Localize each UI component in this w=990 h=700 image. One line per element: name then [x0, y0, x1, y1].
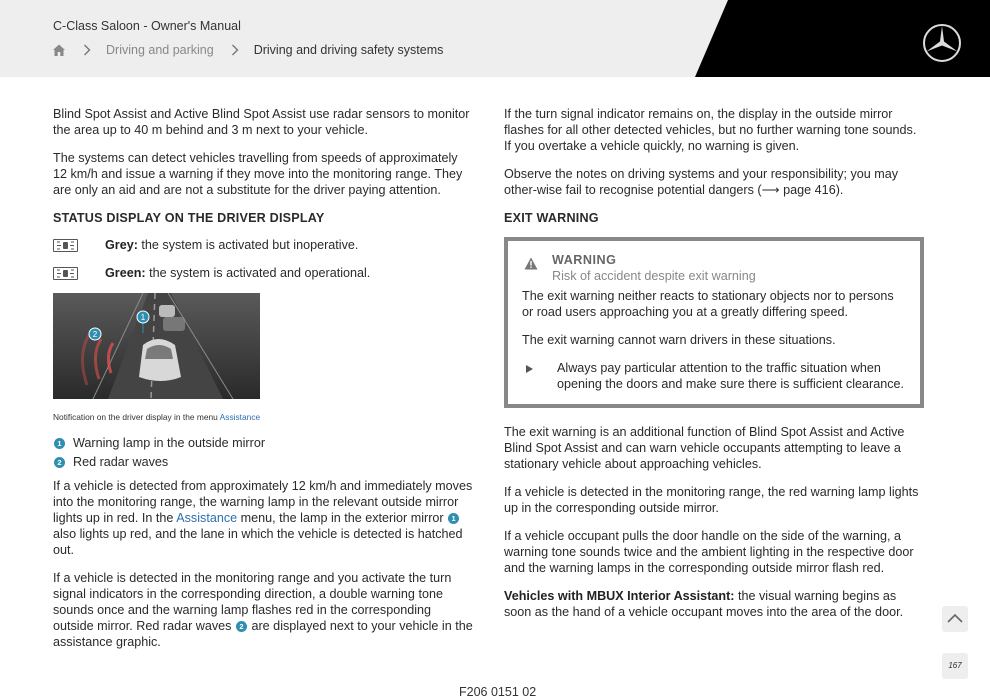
- status-green-text: [105, 265, 370, 281]
- turn-signal-paragraph: [53, 570, 473, 650]
- mbux-paragraph: [504, 588, 924, 620]
- assistance-link[interactable]: Assistance: [219, 412, 261, 422]
- legend-item: [53, 454, 473, 470]
- detected-vehicle-paragraph: If a vehicle is detected in the monitoring range, the red warning lamp lights up in the corresponding outside mirror.: [504, 485, 919, 515]
- status-grey-label: Grey:: [105, 238, 138, 252]
- text-segment: menu, the lamp in the exterior mirror: [237, 511, 448, 525]
- image-marker-2: 2: [92, 330, 98, 339]
- right-column: [504, 106, 924, 632]
- page-number-button[interactable]: [942, 653, 968, 679]
- warning-box: [504, 237, 924, 408]
- breadcrumb-driving-and-parking[interactable]: Driving and parking: [106, 43, 214, 57]
- status-green-label: Green:: [105, 266, 146, 280]
- number-2-icon: 2: [236, 621, 247, 632]
- text-segment: If a vehicle is detected in the monitoring range and you activate the turn signal indicators in the corresponding direction, a double warning tone sounds once and the warning lamp flashes red in the corresponding outside mirror. Red radar waves: [53, 571, 452, 633]
- warning-text-2: The exit warning cannot warn drivers in these situations.: [522, 333, 836, 347]
- blind-spot-assist-icon: [53, 267, 78, 280]
- chevron-right-icon: [231, 43, 241, 57]
- status-grey-description: the system is activated but inoperative.: [137, 238, 359, 252]
- observe-notes-paragraph: Observe the notes on driving systems and your responsibility; you may other-wise fail to recognise potential dangers (⟶ page 416).: [504, 167, 899, 197]
- chevron-up-icon: [947, 611, 963, 627]
- mbux-text: the visual warning begins as soon as the hand of a vehicle occupant moves into the area of the door.: [504, 589, 904, 619]
- text-segment: also lights up red, and the lane in which the vehicle is detected is hatched out.: [53, 527, 463, 557]
- status-green-description: the system is activated and operational.: [145, 266, 371, 280]
- number-1-icon: 1: [448, 513, 459, 524]
- detection-paragraph: The systems can detect vehicles travelling from speeds of approximately 12 km/h and issue a warning if they move into the monitoring range. They are only an aid and are not a substitute for the driver paying attention.: [53, 151, 463, 197]
- number-2-icon: 2: [54, 457, 65, 468]
- driver-display-illustration: [53, 293, 260, 399]
- blind-spot-assist-icon: [53, 239, 78, 252]
- warning-subtitle: Risk of accident despite exit warning: [552, 269, 756, 283]
- breadcrumb: [52, 42, 443, 58]
- warning-title-row: [522, 252, 906, 284]
- image-caption: [53, 409, 473, 425]
- warning-lamp-paragraph: [53, 478, 473, 558]
- legend-item: [53, 435, 473, 451]
- triangle-right-icon: [526, 362, 540, 392]
- warning-bullet-item: [522, 360, 906, 392]
- warning-title: WARNING: [552, 253, 617, 267]
- warning-triangle-icon: [524, 257, 538, 271]
- mbux-label: Vehicles with MBUX Interior Assistant:: [504, 589, 735, 603]
- manual-title: C-Class Saloon - Owner's Manual: [53, 19, 241, 33]
- exit-warning-heading: EXIT WARNING: [504, 211, 599, 225]
- chevron-right-icon: [83, 43, 93, 57]
- image-marker-1: 1: [140, 313, 146, 322]
- status-green-row: [53, 265, 473, 281]
- scroll-to-top-button[interactable]: [942, 606, 968, 632]
- footer-code: F206 0151 02: [459, 685, 537, 699]
- caption-text: Notification on the driver display in the menu: [53, 412, 220, 422]
- left-column: [53, 106, 473, 662]
- warning-text-1: The exit warning neither reacts to stationary objects nor to persons or road users approaching you at a greatly differing speed.: [522, 289, 894, 319]
- legend-text: Warning lamp in the outside mirror: [73, 436, 266, 450]
- assistance-link[interactable]: Assistance: [176, 511, 238, 525]
- header-black-band: [0, 0, 990, 77]
- page-number-label: 167: [948, 661, 962, 670]
- exit-warning-description: The exit warning is an additional function of Blind Spot Assist and Active Blind Spot Assist and can warn vehicle occupants attempting to leave a stationary vehicle about approaching vehicles.: [504, 425, 905, 471]
- status-grey-row: [53, 237, 473, 253]
- page-header: [0, 0, 990, 77]
- text-segment: are displayed next to your vehicle in the assistance graphic.: [53, 619, 473, 649]
- warning-title-block: [552, 252, 756, 284]
- intro-paragraph: Blind Spot Assist and Active Blind Spot Assist use radar sensors to monitor the area up to 40 m behind and 3 m next to your vehicle.: [53, 107, 470, 137]
- door-handle-paragraph: If a vehicle occupant pulls the door handle on the side of the warning, a warning tone sounds twice and the ambient lighting in the respective door and the warning lamps in the corresponding outside mirror flash red.: [504, 529, 914, 575]
- legend-text: Red radar waves: [73, 455, 169, 469]
- text-segment: If a vehicle is detected from approximately 12 km/h and immediately moves into the monitoring range, the warning lamp in the relevant outside mirror lights up in red. In the: [53, 479, 473, 525]
- turn-signal-continued-paragraph: If the turn signal indicator remains on, the display in the outside mirror flashes for all other detected vehicles, but no further warning tone sounds. If you overtake a vehicle quickly, no warning is given.: [504, 107, 917, 153]
- mercedes-star-logo-icon[interactable]: [921, 22, 963, 64]
- status-display-heading: STATUS DISPLAY ON THE DRIVER DISPLAY: [53, 211, 325, 225]
- status-grey-text: [105, 237, 358, 253]
- breadcrumb-current-page[interactable]: Driving and driving safety systems: [253, 43, 444, 57]
- home-icon[interactable]: [52, 43, 66, 57]
- number-1-icon: 1: [54, 438, 65, 449]
- warning-bullet-text: Always pay particular attention to the traffic situation when opening the doors and make sure there is sufficient clearance.: [557, 361, 905, 391]
